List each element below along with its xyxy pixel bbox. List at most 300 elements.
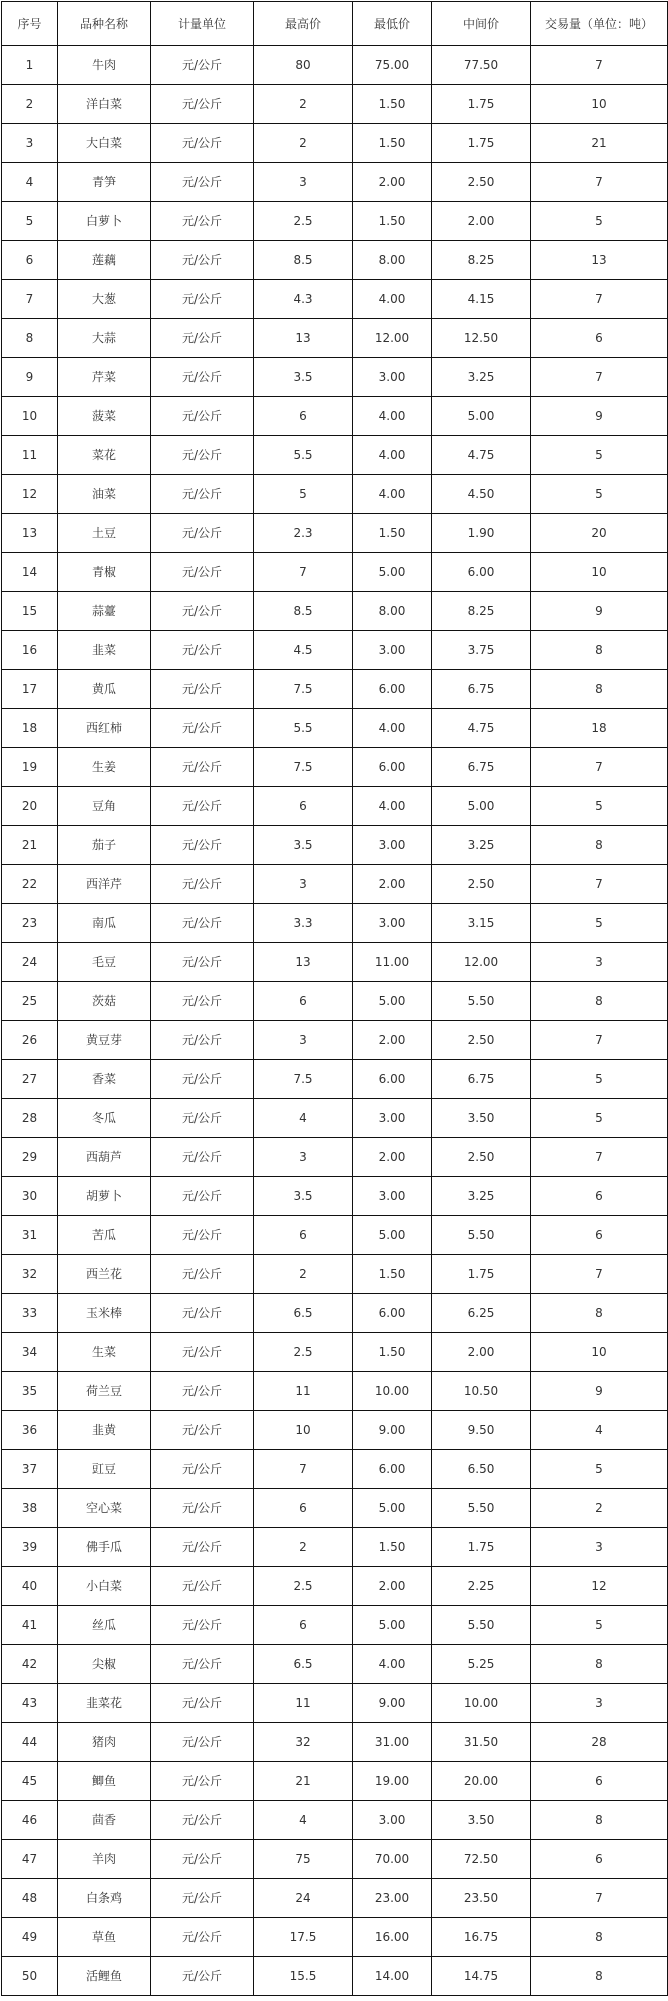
cell-variety-name: 小白菜 [58,1567,151,1606]
table-header [2,2,668,46]
table-body [2,46,668,1996]
cell-unit: 元/公斤 [151,787,254,826]
cell-unit: 元/公斤 [151,709,254,748]
cell-index: 20 [2,787,58,826]
cell-variety-name: 莲藕 [58,241,151,280]
cell-lowest-price: 2.00 [353,163,432,202]
table-row [2,1957,668,1996]
cell-middle-price: 12.50 [432,319,531,358]
cell-index: 13 [2,514,58,553]
cell-highest-price: 4 [254,1801,353,1840]
header-row [2,2,668,46]
cell-index: 39 [2,1528,58,1567]
cell-variety-name: 黄豆芽 [58,1021,151,1060]
header-index: 序号 [2,2,58,46]
cell-highest-price: 7.5 [254,670,353,709]
cell-unit: 元/公斤 [151,1099,254,1138]
cell-trade-volume: 6 [531,1177,668,1216]
header-highest-price: 最高价 [254,2,353,46]
cell-lowest-price: 3.00 [353,826,432,865]
cell-highest-price: 3.3 [254,904,353,943]
cell-middle-price: 5.50 [432,982,531,1021]
cell-variety-name: 西兰花 [58,1255,151,1294]
cell-variety-name: 青椒 [58,553,151,592]
cell-lowest-price: 1.50 [353,202,432,241]
cell-index: 30 [2,1177,58,1216]
cell-lowest-price: 14.00 [353,1957,432,1996]
cell-trade-volume: 7 [531,358,668,397]
cell-lowest-price: 6.00 [353,670,432,709]
header-unit: 计量单位 [151,2,254,46]
table-row [2,1333,668,1372]
cell-highest-price: 10 [254,1411,353,1450]
cell-unit: 元/公斤 [151,46,254,85]
table-row [2,553,668,592]
cell-variety-name: 鲫鱼 [58,1762,151,1801]
table-row [2,865,668,904]
cell-trade-volume: 10 [531,1333,668,1372]
cell-variety-name: 白条鸡 [58,1879,151,1918]
table-row [2,1762,668,1801]
cell-unit: 元/公斤 [151,1294,254,1333]
cell-highest-price: 2 [254,124,353,163]
cell-index: 10 [2,397,58,436]
cell-unit: 元/公斤 [151,982,254,1021]
cell-trade-volume: 7 [531,1255,668,1294]
cell-trade-volume: 7 [531,1021,668,1060]
cell-trade-volume: 3 [531,1684,668,1723]
cell-trade-volume: 8 [531,826,668,865]
cell-variety-name: 西葫芦 [58,1138,151,1177]
table-row [2,904,668,943]
cell-highest-price: 6 [254,1216,353,1255]
cell-highest-price: 32 [254,1723,353,1762]
cell-highest-price: 21 [254,1762,353,1801]
table-row [2,202,668,241]
cell-middle-price: 3.15 [432,904,531,943]
cell-middle-price: 5.50 [432,1489,531,1528]
cell-variety-name: 生姜 [58,748,151,787]
cell-index: 6 [2,241,58,280]
cell-highest-price: 6 [254,1489,353,1528]
cell-highest-price: 5.5 [254,436,353,475]
cell-lowest-price: 5.00 [353,1606,432,1645]
table-row [2,1021,668,1060]
cell-index: 47 [2,1840,58,1879]
table-row [2,1567,668,1606]
cell-middle-price: 72.50 [432,1840,531,1879]
cell-index: 41 [2,1606,58,1645]
table-row [2,592,668,631]
cell-unit: 元/公斤 [151,1645,254,1684]
cell-lowest-price: 6.00 [353,748,432,787]
cell-unit: 元/公斤 [151,904,254,943]
cell-lowest-price: 2.00 [353,1138,432,1177]
cell-variety-name: 生菜 [58,1333,151,1372]
cell-variety-name: 南瓜 [58,904,151,943]
cell-trade-volume: 13 [531,241,668,280]
cell-lowest-price: 8.00 [353,592,432,631]
cell-lowest-price: 16.00 [353,1918,432,1957]
cell-middle-price: 8.25 [432,241,531,280]
table-row [2,709,668,748]
cell-middle-price: 1.75 [432,124,531,163]
cell-middle-price: 9.50 [432,1411,531,1450]
cell-highest-price: 6 [254,982,353,1021]
cell-highest-price: 3.5 [254,1177,353,1216]
cell-variety-name: 青笋 [58,163,151,202]
cell-highest-price: 7.5 [254,1060,353,1099]
cell-unit: 元/公斤 [151,514,254,553]
cell-lowest-price: 10.00 [353,1372,432,1411]
cell-highest-price: 3 [254,865,353,904]
cell-middle-price: 4.50 [432,475,531,514]
cell-variety-name: 丝瓜 [58,1606,151,1645]
cell-index: 4 [2,163,58,202]
cell-index: 29 [2,1138,58,1177]
cell-trade-volume: 8 [531,1957,668,1996]
cell-highest-price: 8.5 [254,241,353,280]
cell-unit: 元/公斤 [151,1255,254,1294]
cell-middle-price: 1.75 [432,85,531,124]
cell-index: 23 [2,904,58,943]
cell-trade-volume: 10 [531,85,668,124]
cell-middle-price: 1.75 [432,1528,531,1567]
table-row [2,748,668,787]
cell-trade-volume: 7 [531,1138,668,1177]
price-table [1,1,668,1996]
cell-highest-price: 7.5 [254,748,353,787]
cell-lowest-price: 3.00 [353,1177,432,1216]
cell-variety-name: 茨菇 [58,982,151,1021]
cell-trade-volume: 8 [531,1918,668,1957]
cell-unit: 元/公斤 [151,748,254,787]
cell-lowest-price: 4.00 [353,475,432,514]
table-row [2,670,668,709]
cell-variety-name: 冬瓜 [58,1099,151,1138]
cell-variety-name: 韭菜 [58,631,151,670]
cell-index: 38 [2,1489,58,1528]
cell-highest-price: 4.3 [254,280,353,319]
cell-unit: 元/公斤 [151,670,254,709]
header-lowest-price: 最低价 [353,2,432,46]
cell-trade-volume: 10 [531,553,668,592]
cell-unit: 元/公斤 [151,85,254,124]
table-row [2,1606,668,1645]
cell-variety-name: 西洋芹 [58,865,151,904]
cell-lowest-price: 6.00 [353,1294,432,1333]
cell-trade-volume: 6 [531,319,668,358]
cell-variety-name: 尖椒 [58,1645,151,1684]
table-row [2,319,668,358]
cell-unit: 元/公斤 [151,826,254,865]
cell-trade-volume: 6 [531,1762,668,1801]
cell-middle-price: 2.50 [432,865,531,904]
cell-trade-volume: 12 [531,1567,668,1606]
cell-trade-volume: 5 [531,904,668,943]
table-row [2,241,668,280]
cell-trade-volume: 8 [531,631,668,670]
cell-lowest-price: 4.00 [353,280,432,319]
cell-index: 16 [2,631,58,670]
cell-variety-name: 胡萝卜 [58,1177,151,1216]
cell-variety-name: 草鱼 [58,1918,151,1957]
cell-index: 37 [2,1450,58,1489]
table-row [2,1918,668,1957]
cell-variety-name: 牛肉 [58,46,151,85]
cell-index: 22 [2,865,58,904]
cell-variety-name: 大白菜 [58,124,151,163]
cell-variety-name: 白萝卜 [58,202,151,241]
table-row [2,124,668,163]
cell-lowest-price: 3.00 [353,1099,432,1138]
cell-index: 2 [2,85,58,124]
cell-middle-price: 23.50 [432,1879,531,1918]
cell-index: 31 [2,1216,58,1255]
table-row [2,1840,668,1879]
cell-middle-price: 2.25 [432,1567,531,1606]
cell-middle-price: 10.00 [432,1684,531,1723]
cell-highest-price: 24 [254,1879,353,1918]
cell-variety-name: 韭黄 [58,1411,151,1450]
cell-lowest-price: 1.50 [353,124,432,163]
cell-index: 36 [2,1411,58,1450]
cell-trade-volume: 8 [531,1645,668,1684]
cell-index: 24 [2,943,58,982]
table-row [2,1138,668,1177]
table-row [2,1879,668,1918]
cell-index: 45 [2,1762,58,1801]
cell-middle-price: 3.25 [432,1177,531,1216]
cell-trade-volume: 18 [531,709,668,748]
cell-middle-price: 6.00 [432,553,531,592]
cell-highest-price: 6 [254,1606,353,1645]
cell-middle-price: 3.75 [432,631,531,670]
cell-index: 14 [2,553,58,592]
cell-highest-price: 13 [254,943,353,982]
cell-index: 49 [2,1918,58,1957]
cell-middle-price: 4.75 [432,709,531,748]
cell-unit: 元/公斤 [151,124,254,163]
cell-trade-volume: 7 [531,1879,668,1918]
cell-variety-name: 土豆 [58,514,151,553]
cell-variety-name: 芹菜 [58,358,151,397]
cell-lowest-price: 3.00 [353,358,432,397]
cell-middle-price: 3.25 [432,358,531,397]
table-row [2,943,668,982]
cell-lowest-price: 23.00 [353,1879,432,1918]
cell-unit: 元/公斤 [151,1021,254,1060]
cell-variety-name: 玉米棒 [58,1294,151,1333]
cell-lowest-price: 9.00 [353,1411,432,1450]
cell-unit: 元/公斤 [151,1567,254,1606]
cell-trade-volume: 5 [531,202,668,241]
cell-variety-name: 茴香 [58,1801,151,1840]
cell-unit: 元/公斤 [151,1879,254,1918]
cell-middle-price: 2.50 [432,163,531,202]
cell-highest-price: 11 [254,1372,353,1411]
cell-unit: 元/公斤 [151,631,254,670]
cell-trade-volume: 3 [531,943,668,982]
table-row [2,1528,668,1567]
cell-highest-price: 13 [254,319,353,358]
cell-index: 21 [2,826,58,865]
cell-middle-price: 3.50 [432,1801,531,1840]
cell-lowest-price: 3.00 [353,904,432,943]
cell-lowest-price: 1.50 [353,514,432,553]
cell-variety-name: 大葱 [58,280,151,319]
cell-highest-price: 2.5 [254,1567,353,1606]
cell-highest-price: 15.5 [254,1957,353,1996]
cell-highest-price: 6.5 [254,1294,353,1333]
cell-middle-price: 5.00 [432,397,531,436]
cell-trade-volume: 5 [531,436,668,475]
cell-unit: 元/公斤 [151,1762,254,1801]
cell-unit: 元/公斤 [151,1060,254,1099]
cell-highest-price: 6 [254,787,353,826]
cell-unit: 元/公斤 [151,358,254,397]
table-row [2,982,668,1021]
cell-trade-volume: 9 [531,592,668,631]
cell-trade-volume: 2 [531,1489,668,1528]
cell-variety-name: 黄瓜 [58,670,151,709]
cell-trade-volume: 7 [531,46,668,85]
table-row [2,1060,668,1099]
table-row [2,787,668,826]
cell-middle-price: 1.75 [432,1255,531,1294]
table-row [2,1489,668,1528]
cell-index: 46 [2,1801,58,1840]
cell-unit: 元/公斤 [151,1216,254,1255]
table-row [2,826,668,865]
cell-unit: 元/公斤 [151,397,254,436]
cell-middle-price: 5.50 [432,1606,531,1645]
table-row [2,1177,668,1216]
cell-middle-price: 2.50 [432,1138,531,1177]
cell-index: 50 [2,1957,58,1996]
cell-variety-name: 菜花 [58,436,151,475]
cell-highest-price: 2 [254,1528,353,1567]
cell-highest-price: 4 [254,1099,353,1138]
cell-highest-price: 80 [254,46,353,85]
cell-lowest-price: 75.00 [353,46,432,85]
cell-lowest-price: 6.00 [353,1060,432,1099]
cell-highest-price: 6 [254,397,353,436]
table-row [2,1255,668,1294]
cell-middle-price: 5.00 [432,787,531,826]
cell-variety-name: 猪肉 [58,1723,151,1762]
cell-middle-price: 2.50 [432,1021,531,1060]
cell-lowest-price: 5.00 [353,1216,432,1255]
cell-index: 12 [2,475,58,514]
cell-index: 1 [2,46,58,85]
cell-index: 11 [2,436,58,475]
cell-middle-price: 6.25 [432,1294,531,1333]
cell-lowest-price: 5.00 [353,1489,432,1528]
cell-highest-price: 2.5 [254,1333,353,1372]
cell-lowest-price: 19.00 [353,1762,432,1801]
table-row [2,46,668,85]
cell-index: 25 [2,982,58,1021]
table-row [2,514,668,553]
cell-trade-volume: 9 [531,397,668,436]
cell-middle-price: 4.15 [432,280,531,319]
cell-highest-price: 3.5 [254,826,353,865]
cell-lowest-price: 5.00 [353,982,432,1021]
table-row [2,1099,668,1138]
cell-lowest-price: 4.00 [353,436,432,475]
cell-lowest-price: 1.50 [353,1255,432,1294]
cell-trade-volume: 8 [531,1801,668,1840]
cell-unit: 元/公斤 [151,163,254,202]
cell-trade-volume: 5 [531,475,668,514]
cell-variety-name: 苦瓜 [58,1216,151,1255]
table-row [2,1216,668,1255]
cell-highest-price: 3 [254,1021,353,1060]
cell-trade-volume: 7 [531,748,668,787]
cell-variety-name: 羊肉 [58,1840,151,1879]
cell-middle-price: 77.50 [432,46,531,85]
cell-middle-price: 3.50 [432,1099,531,1138]
cell-lowest-price: 2.00 [353,1021,432,1060]
cell-middle-price: 12.00 [432,943,531,982]
cell-lowest-price: 11.00 [353,943,432,982]
cell-index: 5 [2,202,58,241]
cell-variety-name: 佛手瓜 [58,1528,151,1567]
cell-highest-price: 3.5 [254,358,353,397]
cell-lowest-price: 4.00 [353,787,432,826]
cell-middle-price: 5.50 [432,1216,531,1255]
cell-variety-name: 洋白菜 [58,85,151,124]
cell-variety-name: 空心菜 [58,1489,151,1528]
cell-unit: 元/公斤 [151,1957,254,1996]
cell-middle-price: 14.75 [432,1957,531,1996]
cell-middle-price: 5.25 [432,1645,531,1684]
cell-lowest-price: 31.00 [353,1723,432,1762]
cell-middle-price: 2.00 [432,202,531,241]
cell-trade-volume: 7 [531,865,668,904]
cell-lowest-price: 4.00 [353,709,432,748]
cell-index: 26 [2,1021,58,1060]
cell-trade-volume: 5 [531,1099,668,1138]
cell-unit: 元/公斤 [151,1489,254,1528]
cell-lowest-price: 3.00 [353,1801,432,1840]
cell-highest-price: 3 [254,163,353,202]
table-row [2,475,668,514]
cell-unit: 元/公斤 [151,1723,254,1762]
cell-unit: 元/公斤 [151,1411,254,1450]
cell-index: 35 [2,1372,58,1411]
cell-index: 44 [2,1723,58,1762]
table-row [2,436,668,475]
cell-trade-volume: 5 [531,1450,668,1489]
cell-highest-price: 4.5 [254,631,353,670]
cell-highest-price: 75 [254,1840,353,1879]
cell-highest-price: 17.5 [254,1918,353,1957]
cell-trade-volume: 7 [531,280,668,319]
cell-lowest-price: 2.00 [353,1567,432,1606]
cell-middle-price: 1.90 [432,514,531,553]
cell-trade-volume: 5 [531,1060,668,1099]
cell-index: 43 [2,1684,58,1723]
table-row [2,1645,668,1684]
cell-middle-price: 6.75 [432,1060,531,1099]
table-row [2,358,668,397]
cell-highest-price: 5.5 [254,709,353,748]
cell-trade-volume: 6 [531,1840,668,1879]
cell-variety-name: 大蒜 [58,319,151,358]
cell-trade-volume: 7 [531,163,668,202]
